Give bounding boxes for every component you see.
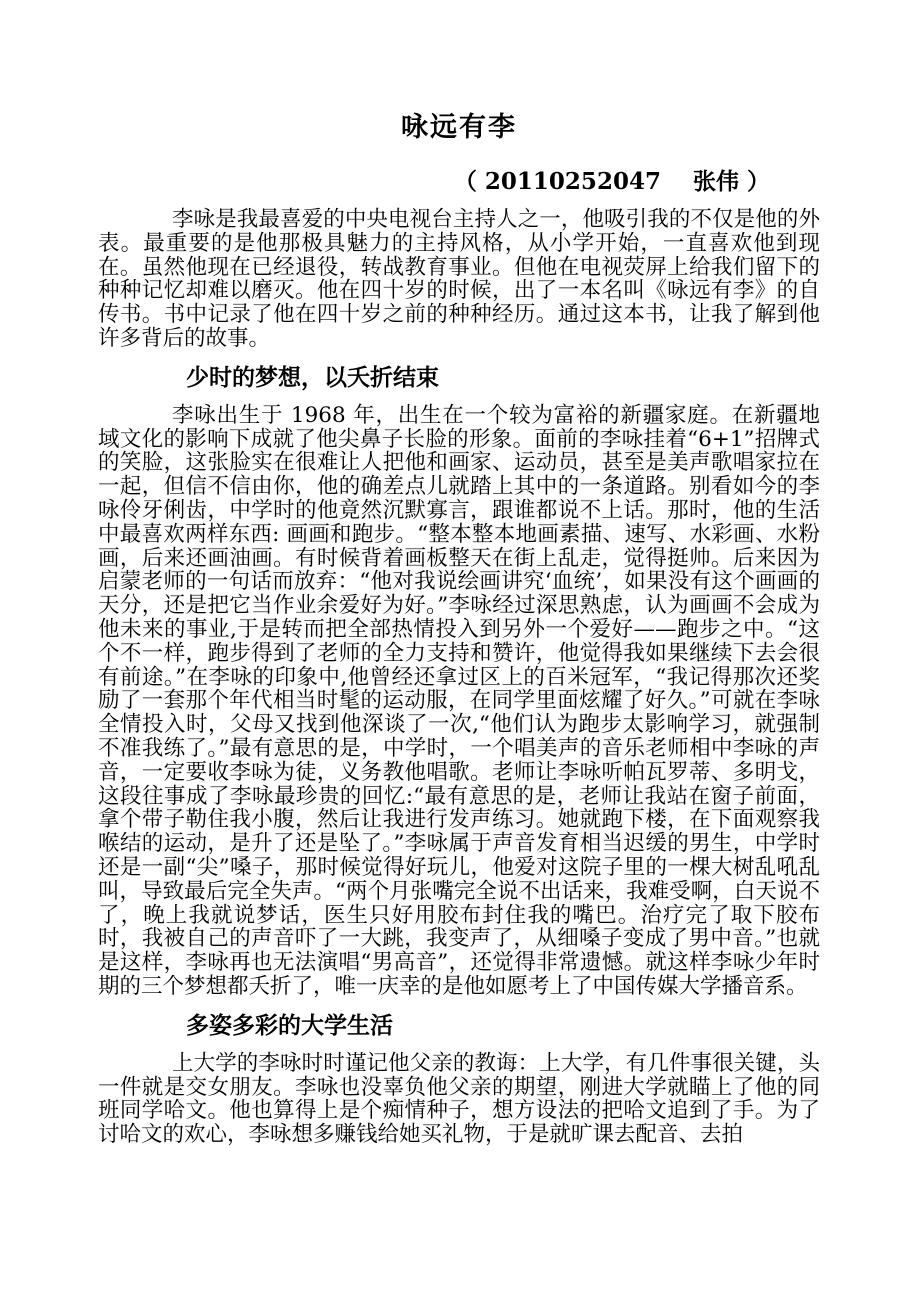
author-line: （ 20110252047 张伟 ） <box>453 168 770 195</box>
paragraph-college-life: 上大学的李咏时时谨记他父亲的教诲：上大学，有几件事很关键，头一件就是交女朋友。李咏也没辜负他父亲的期望，刚进大学就瞄上了他的同班同学哈文。他也算得上是个痴情种子，想方设法的把哈文追到了手。为了讨哈文的欢心，李咏想多赚钱给她买礼物，于是就旷课去配音、去拍 <box>98 1050 820 1148</box>
section-heading-college-life: 多姿多彩的大学生活 <box>186 1011 393 1039</box>
paragraph-youth-dreams: 李咏出生于 1968 年，出生在一个较为富裕的新疆家庭。在新疆地域文化的影响下成就了他尖鼻子长脸的形象。面前的李咏挂着“6+1”招牌式的笑脸，这张脸实在很难让人把他和画家、运动员，甚至是美声歌唱家拉在一起，但信不信由你，他的确差点儿就踏上其中的一条道路。别看如今的李咏伶牙俐齿，中学时的他竟然沉默寡言，跟谁都说不上话。那时，他的生活中最喜欢两样东西: 画画和跑步。“整本整本地画素描、速写、水彩画、水粉画，后来还画油画。有时候背着画板整天在街上乱走，觉得挺帅。后来因为启蒙老师的一句话而放弃：“他对我说绘画讲究‘血统’，如果没有这个画画的天分，还是把它当作业余爱好为好。”李咏经过深思熟虑，认为画画不会成为他未来的事业,于是转而把全部热情投入到另外一个爱好——跑步之中。“这个不一样，跑步得到了老师的全力支持和赞许，他觉得我如果继续下去会很有前途。”在李咏的印象中,他曾经还拿过区上的百米冠军，“我记得那次还奖励了一套那个年代相当时髦的运动服，在同学里面炫耀了好久。”可就在李咏全情投入时，父母又找到他深谈了一次,“他们认为跑步太影响学习，就强制不准我练了。”最有意思的是，中学时，一个唱美声的音乐老师相中李咏的声音，一定要收李咏为徒，义务教他唱歌。老师让李咏听帕瓦罗蒂、多明戈，这段往事成了李咏最珍贵的回忆:“最有意思的是，老师让我站在窗子前面，拿个带子勒住我小腹，然后让我进行发声练习。她就跑下楼，在下面观察我喉结的运动，是升了还是坠了。”李咏属于声音发育相当迟缓的男生，中学时还是一副“尖”嗓子，那时候觉得好玩儿，他爱对这院子里的一棵大树乱吼乱叫，导致最后完全失声。“两个月张嘴完全说不出话来，我难受啊，白天说不了，晚上我就说梦话，医生只好用胶布封住我的嘴巴。治疗完了取下胶布时，我被自己的声音吓了一大跳，我变声了，从细嗓子变成了男中音。”也就是这样，李咏再也无法演唱“男高音”，还觉得非常遗憾。就这样李咏少年时期的三个梦想都夭折了，唯一庆幸的是他如愿考上了中国传媒大学播音系。 <box>98 402 820 999</box>
section-heading-youth-dreams: 少时的梦想，以夭折结束 <box>186 363 439 391</box>
paragraph-intro: 李咏是我最喜爱的中央电视台主持人之一，他吸引我的不仅是他的外表。最重要的是他那极具魅力的主持风格，从小学开始，一直喜欢他到现在。虽然他现在已经退役，转战教育事业。但他在电视荧屏上给我们留下的种种记忆却难以磨灭。他在四十岁的时候，出了一本名叫《咏远有李》的自传书。书中记录了他在四十岁之前的种种经历。通过这本书，让我了解到他许多背后的故事。 <box>98 207 820 351</box>
document-title: 咏远有李 <box>401 112 517 143</box>
